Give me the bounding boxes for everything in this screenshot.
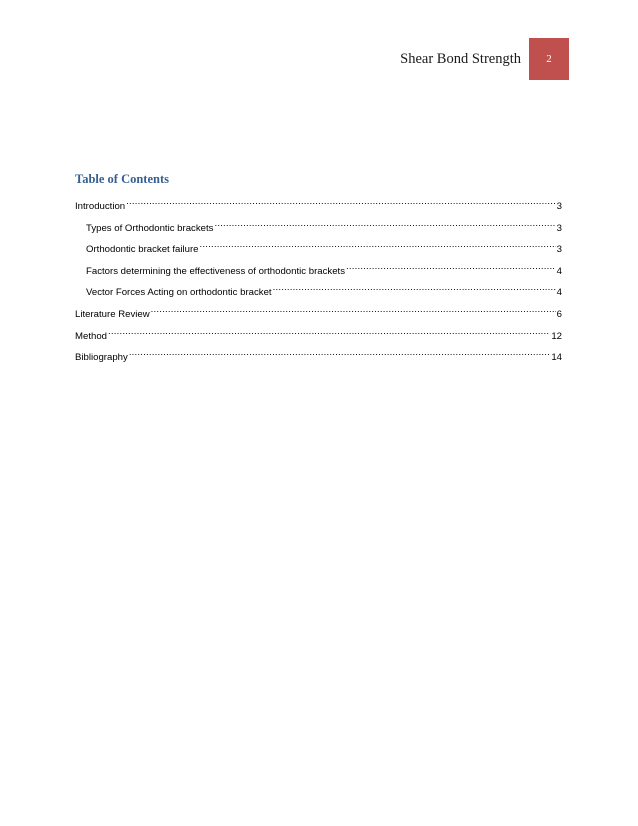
toc-entry-bracket-failure[interactable] xyxy=(75,238,562,256)
header-title: Shear Bond Strength xyxy=(400,50,521,67)
toc-entry-method[interactable] xyxy=(75,325,562,342)
page-number: 2 xyxy=(546,53,552,65)
toc-dot-leader xyxy=(346,260,556,274)
toc-heading: Table of Contents xyxy=(75,172,169,186)
toc-entry-page: 12 xyxy=(551,330,562,342)
table-of-contents xyxy=(75,171,562,368)
toc-entry-page: 4 xyxy=(556,287,562,299)
toc-entry-factors-effectiveness[interactable] xyxy=(75,260,562,277)
toc-entry-label: Method xyxy=(75,330,107,342)
toc-entry-label: Bibliography xyxy=(75,352,128,364)
toc-entry-vector-forces[interactable] xyxy=(75,281,562,299)
toc-entry-label: Literature Review xyxy=(75,308,150,320)
toc-dot-leader xyxy=(126,195,556,209)
toc-entry-label: Factors determining the effectiveness of orthodontic brackets xyxy=(86,265,345,277)
toc-entry-types-of-brackets[interactable] xyxy=(75,217,562,234)
toc-entry-label: Vector Forces Acting on orthodontic bracket xyxy=(86,287,272,299)
toc-entry-page: 3 xyxy=(556,244,562,256)
toc-dot-leader xyxy=(108,325,550,339)
page-number-badge xyxy=(529,38,569,80)
toc-dot-leader xyxy=(214,217,555,231)
toc-entry-introduction[interactable] xyxy=(75,195,562,212)
toc-entry-page: 6 xyxy=(556,308,562,320)
toc-entry-page: 3 xyxy=(556,222,562,234)
toc-entry-label: Introduction xyxy=(75,201,126,212)
page-header xyxy=(400,38,569,80)
toc-entry-page: 14 xyxy=(551,352,562,364)
toc-dot-leader xyxy=(273,281,556,295)
toc-dot-leader xyxy=(151,303,556,317)
toc-entry-bibliography[interactable] xyxy=(75,346,562,364)
toc-entry-page: 3 xyxy=(556,201,562,212)
toc-dot-leader xyxy=(129,346,551,360)
toc-dot-leader xyxy=(200,238,556,252)
toc-entry-literature-review[interactable] xyxy=(75,303,562,320)
toc-entry-label: Types of Orthodontic brackets xyxy=(86,222,214,234)
toc-entry-page: 4 xyxy=(556,265,562,277)
toc-entry-label: Orthodontic bracket failure xyxy=(86,244,199,256)
